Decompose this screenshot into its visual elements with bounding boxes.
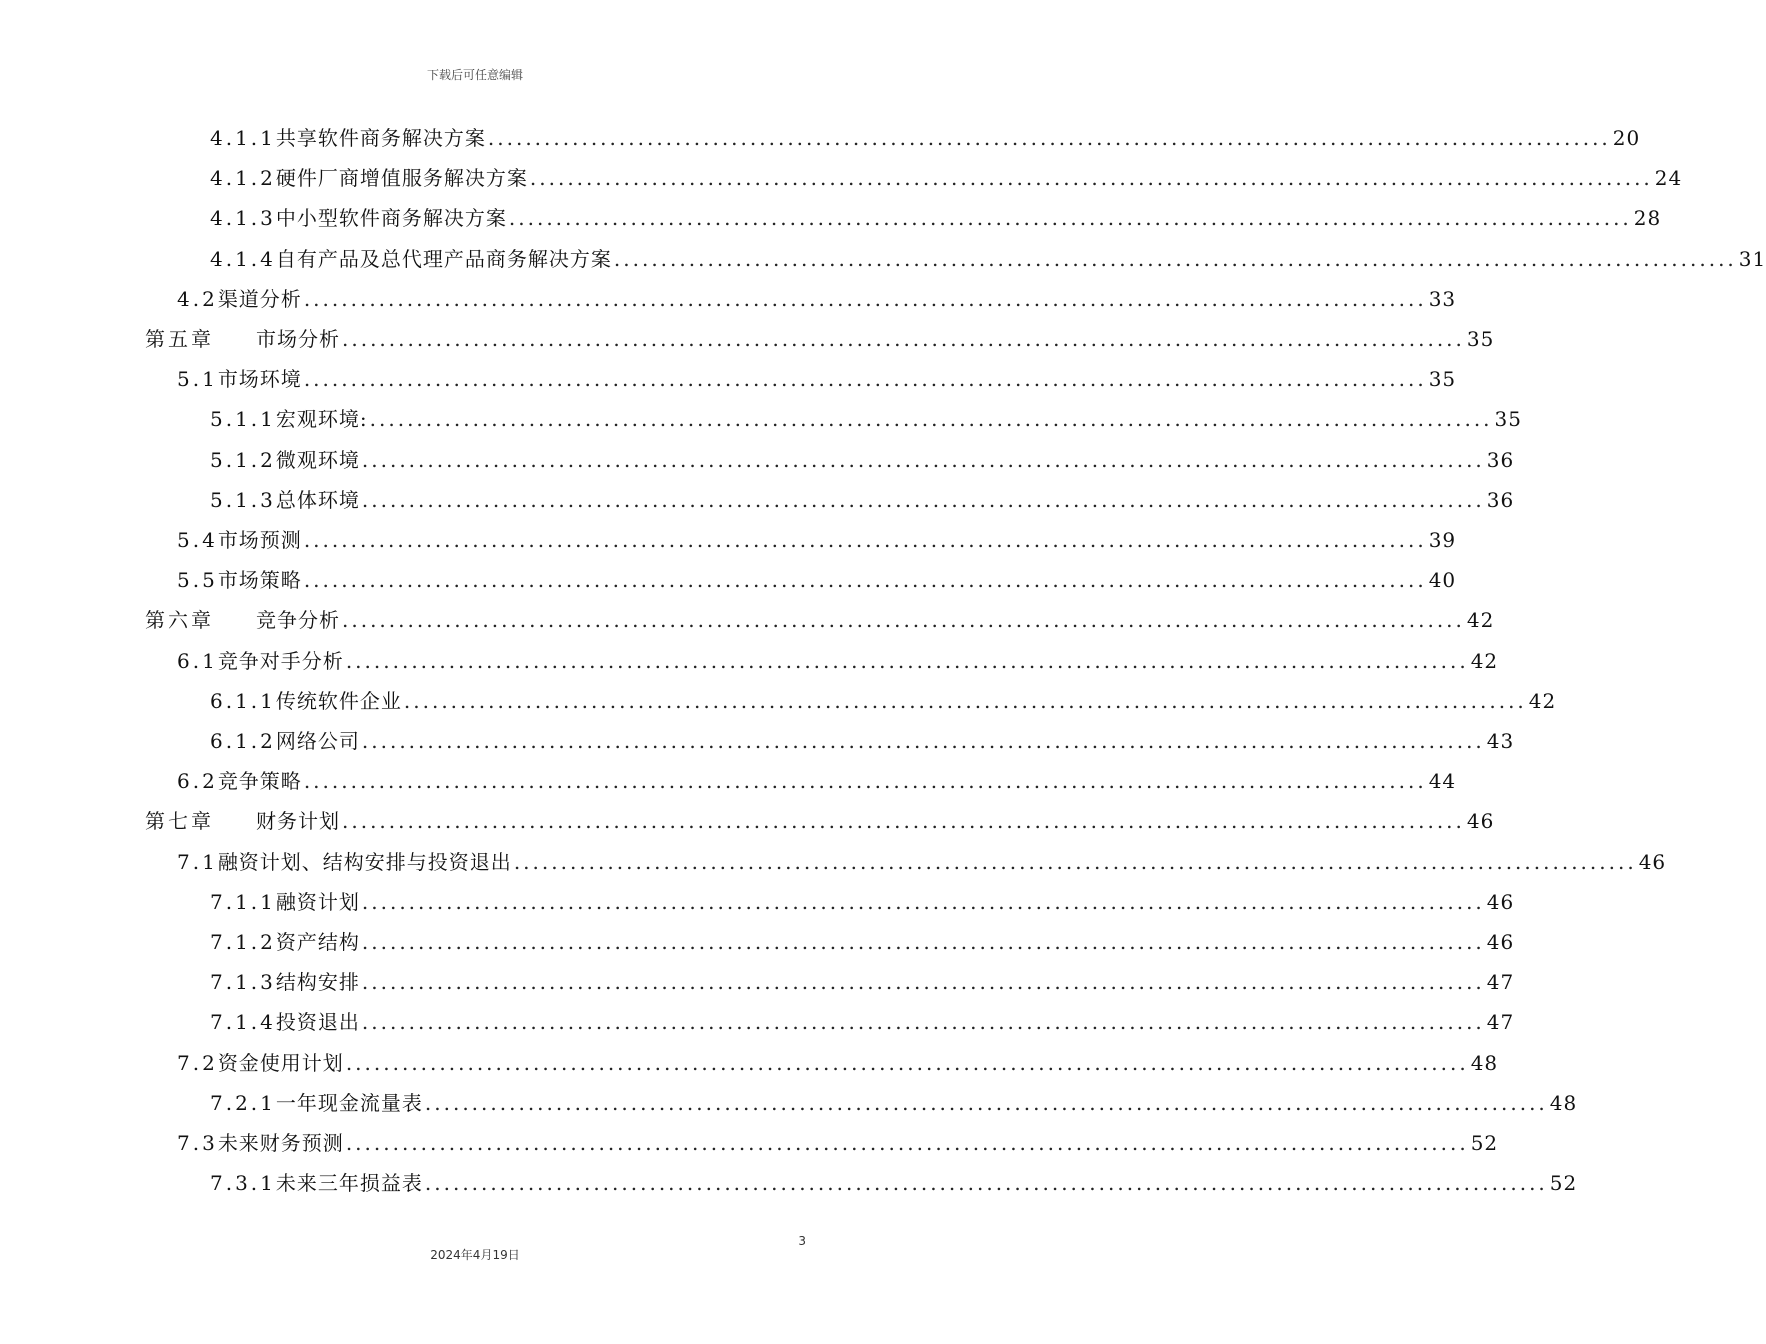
toc-leader-dots: ........................................................................................................................: [487, 126, 1611, 150]
toc-entry-title: 硬件厂商增值服务解决方案: [275, 166, 528, 190]
toc-leader-dots: ........................................................................................................................: [403, 689, 1527, 713]
toc-entry-number: 5.1.3: [210, 488, 276, 512]
toc-entry[interactable]: [210, 1002, 1515, 1042]
toc-entry[interactable]: [177, 1123, 1499, 1163]
toc-entry-page: 31: [1738, 247, 1766, 271]
toc-leader-dots: ........................................................................................................................: [361, 1010, 1485, 1034]
toc-entry[interactable]: [210, 681, 1557, 721]
toc-entry-title: 网络公司: [275, 729, 360, 753]
toc-entry[interactable]: [177, 560, 1457, 600]
toc-entry-page: 28: [1633, 206, 1662, 230]
toc-entry[interactable]: [210, 239, 1766, 279]
toc-entry-number: 7.1.1: [210, 890, 276, 914]
toc-entry-number: 第六章: [145, 608, 214, 632]
toc-entry[interactable]: [177, 761, 1457, 801]
toc-leader-dots: ........................................................................................................................: [342, 809, 1465, 833]
toc-entry-number: 7.1.2: [210, 930, 276, 954]
toc-entry-page: 52: [1470, 1131, 1499, 1155]
toc-entry-page: 20: [1612, 126, 1641, 150]
toc-leader-dots: ........................................................................................................................: [342, 608, 1465, 632]
toc-leader-dots: ........................................................................................................................: [508, 206, 1632, 230]
toc-entry-number: 第五章: [145, 327, 214, 351]
toc-leader-dots: ........................................................................................................................: [361, 970, 1485, 994]
toc-entry-number: 5.5: [177, 568, 218, 592]
toc-entry-page: 35: [1494, 407, 1522, 431]
toc-leader-dots: ........................................................................................................................: [303, 568, 1427, 592]
toc-entry-page: 44: [1428, 769, 1457, 793]
footer-date: 2024年4月19日: [430, 1248, 520, 1262]
toc-entry[interactable]: [210, 962, 1515, 1002]
toc-entry-title: 融资计划: [275, 890, 360, 914]
toc-leader-dots: ........................................................................................................................: [513, 850, 1637, 874]
toc-entry-title: 市场策略: [217, 568, 302, 592]
toc-entry-number: 6.1: [177, 649, 218, 673]
toc-entry[interactable]: [210, 440, 1515, 480]
toc-entry-title: 渠道分析: [217, 287, 302, 311]
toc-entry-number: 7.1.3: [210, 970, 276, 994]
toc-entry-page: 39: [1428, 528, 1457, 552]
toc-entry-page: 36: [1486, 488, 1515, 512]
toc-entry-number: 4.1.1: [210, 126, 276, 150]
toc-entry[interactable]: [210, 1083, 1578, 1123]
toc-leader-dots: ........................................................................................................................: [345, 1051, 1469, 1075]
toc-entry-number: 5.4: [177, 528, 218, 552]
toc-entry-title: 未来财务预测: [217, 1131, 344, 1155]
toc-entry-title: 微观环境: [275, 448, 360, 472]
toc-entry-page: 43: [1486, 729, 1515, 753]
toc-entry[interactable]: [210, 922, 1515, 962]
toc-entry[interactable]: [210, 198, 1662, 238]
toc-entry-number: 7.1: [177, 850, 218, 874]
toc-leader-dots: ........................................................................................................................: [361, 448, 1485, 472]
toc-leader-dots: ........................................................................................................................: [529, 166, 1653, 190]
toc-entry[interactable]: [145, 319, 1495, 359]
toc-leader-dots: ........................................................................................................................: [345, 1131, 1469, 1155]
toc-entry-page: 47: [1486, 970, 1515, 994]
toc-entry-number: 第七章: [145, 809, 214, 833]
toc-leader-dots: ........................................................................................................................: [345, 649, 1469, 673]
toc-leader-dots: ........................................................................................................................: [303, 769, 1427, 793]
toc-entry[interactable]: [177, 359, 1457, 399]
toc-entry[interactable]: [177, 520, 1457, 560]
toc-leader-dots: ........................................................................................................................: [361, 729, 1485, 753]
toc-entry-number: 4.2: [177, 287, 218, 311]
toc-entry[interactable]: [210, 399, 1522, 439]
toc-entry-title: 宏观环境:: [275, 407, 368, 431]
toc-entry-number: 4.1.4: [210, 247, 276, 271]
toc-entry-page: 42: [1466, 608, 1495, 632]
toc-entry-number: 5.1.1: [210, 407, 276, 431]
toc-entry-page: 35: [1466, 327, 1495, 351]
toc-leader-dots: ........................................................................................................................: [361, 890, 1485, 914]
toc-entry-page: 46: [1466, 809, 1495, 833]
toc-entry[interactable]: [177, 1043, 1499, 1083]
toc-entry-title: 自有产品及总代理产品商务解决方案: [275, 247, 612, 271]
page-number: 3: [798, 1234, 806, 1248]
toc-entry-title: 投资退出: [275, 1010, 360, 1034]
toc-entry-title: 财务计划: [214, 809, 340, 833]
toc-leader-dots: ........................................................................................................................: [342, 327, 1465, 351]
toc-entry[interactable]: [210, 1163, 1578, 1203]
toc-entry-page: 42: [1528, 689, 1557, 713]
toc-entry[interactable]: [177, 842, 1667, 882]
toc-entry-page: 35: [1428, 367, 1457, 391]
toc-entry-number: 6.1.2: [210, 729, 276, 753]
toc-entry-number: 7.3: [177, 1131, 218, 1155]
toc-entry-title: 共享软件商务解决方案: [275, 126, 486, 150]
toc-leader-dots: ........................................................................................................................: [303, 528, 1427, 552]
toc-entry-title: 竞争对手分析: [217, 649, 344, 673]
toc-entry-title: 资产结构: [275, 930, 360, 954]
toc-entry-page: 36: [1486, 448, 1515, 472]
toc-leader-dots: ........................................................................................................................: [303, 367, 1427, 391]
toc-entry-number: 7.2.1: [210, 1091, 276, 1115]
toc-leader-dots: ........................................................................................................................: [424, 1171, 1548, 1195]
toc-leader-dots: ........................................................................................................................: [361, 930, 1485, 954]
toc-entry-page: 40: [1428, 568, 1457, 592]
toc-leader-dots: ........................................................................................................................: [361, 488, 1485, 512]
toc-entry-page: 47: [1486, 1010, 1515, 1034]
toc-entry[interactable]: [145, 801, 1495, 841]
toc-entry-title: 市场分析: [214, 327, 340, 351]
toc-entry-title: 传统软件企业: [275, 689, 402, 713]
toc-entry-number: 4.1.3: [210, 206, 276, 230]
toc-entry-title: 竞争分析: [214, 608, 340, 632]
toc-entry-title: 资金使用计划: [217, 1051, 344, 1075]
toc-entry[interactable]: [210, 118, 1641, 158]
page-header: 下载后可任意编辑: [426, 68, 523, 82]
toc-entry[interactable]: [210, 721, 1515, 761]
toc-entry-title: 竞争策略: [217, 769, 302, 793]
toc-entry-title: 市场预测: [217, 528, 302, 552]
toc-entry-page: 24: [1654, 166, 1683, 190]
toc-entry[interactable]: [145, 600, 1495, 640]
toc-entry-page: 33: [1428, 287, 1457, 311]
toc-entry-page: 46: [1638, 850, 1667, 874]
toc-entry-number: 7.1.4: [210, 1010, 276, 1034]
toc-entry-number: 7.3.1: [210, 1171, 276, 1195]
toc-entry[interactable]: [210, 158, 1683, 198]
toc-entry-title: 一年现金流量表: [275, 1091, 423, 1115]
toc-entry-page: 46: [1486, 930, 1515, 954]
toc-entry-number: 7.2: [177, 1051, 218, 1075]
toc-entry-number: 4.1.2: [210, 166, 276, 190]
toc-entry-title: 市场环境: [217, 367, 302, 391]
toc-leader-dots: ........................................................................................................................: [369, 407, 1493, 431]
toc-leader-dots: ........................................................................................................................: [424, 1091, 1548, 1115]
toc-entry-page: 52: [1549, 1171, 1578, 1195]
toc-leader-dots: ........................................................................................................................: [613, 247, 1737, 271]
toc-entry[interactable]: [210, 480, 1515, 520]
toc-entry[interactable]: [177, 641, 1499, 681]
toc-entry-number: 6.1.1: [210, 689, 276, 713]
toc-entry-number: 5.1: [177, 367, 218, 391]
toc-entry-page: 48: [1470, 1051, 1499, 1075]
toc-entry-page: 42: [1470, 649, 1499, 673]
toc-entry[interactable]: [210, 882, 1515, 922]
toc-entry-title: 总体环境: [275, 488, 360, 512]
toc-entry-page: 48: [1549, 1091, 1578, 1115]
toc-entry-number: 5.1.2: [210, 448, 276, 472]
toc-entry-title: 结构安排: [275, 970, 360, 994]
toc-entry-title: 中小型软件商务解决方案: [275, 206, 507, 230]
toc-entry-number: 6.2: [177, 769, 218, 793]
toc-entry-page: 46: [1486, 890, 1515, 914]
toc-entry-title: 融资计划、结构安排与投资退出: [217, 850, 512, 874]
toc-leader-dots: ........................................................................................................................: [303, 287, 1427, 311]
toc-entry[interactable]: [177, 279, 1457, 319]
toc-entry-title: 未来三年损益表: [275, 1171, 423, 1195]
